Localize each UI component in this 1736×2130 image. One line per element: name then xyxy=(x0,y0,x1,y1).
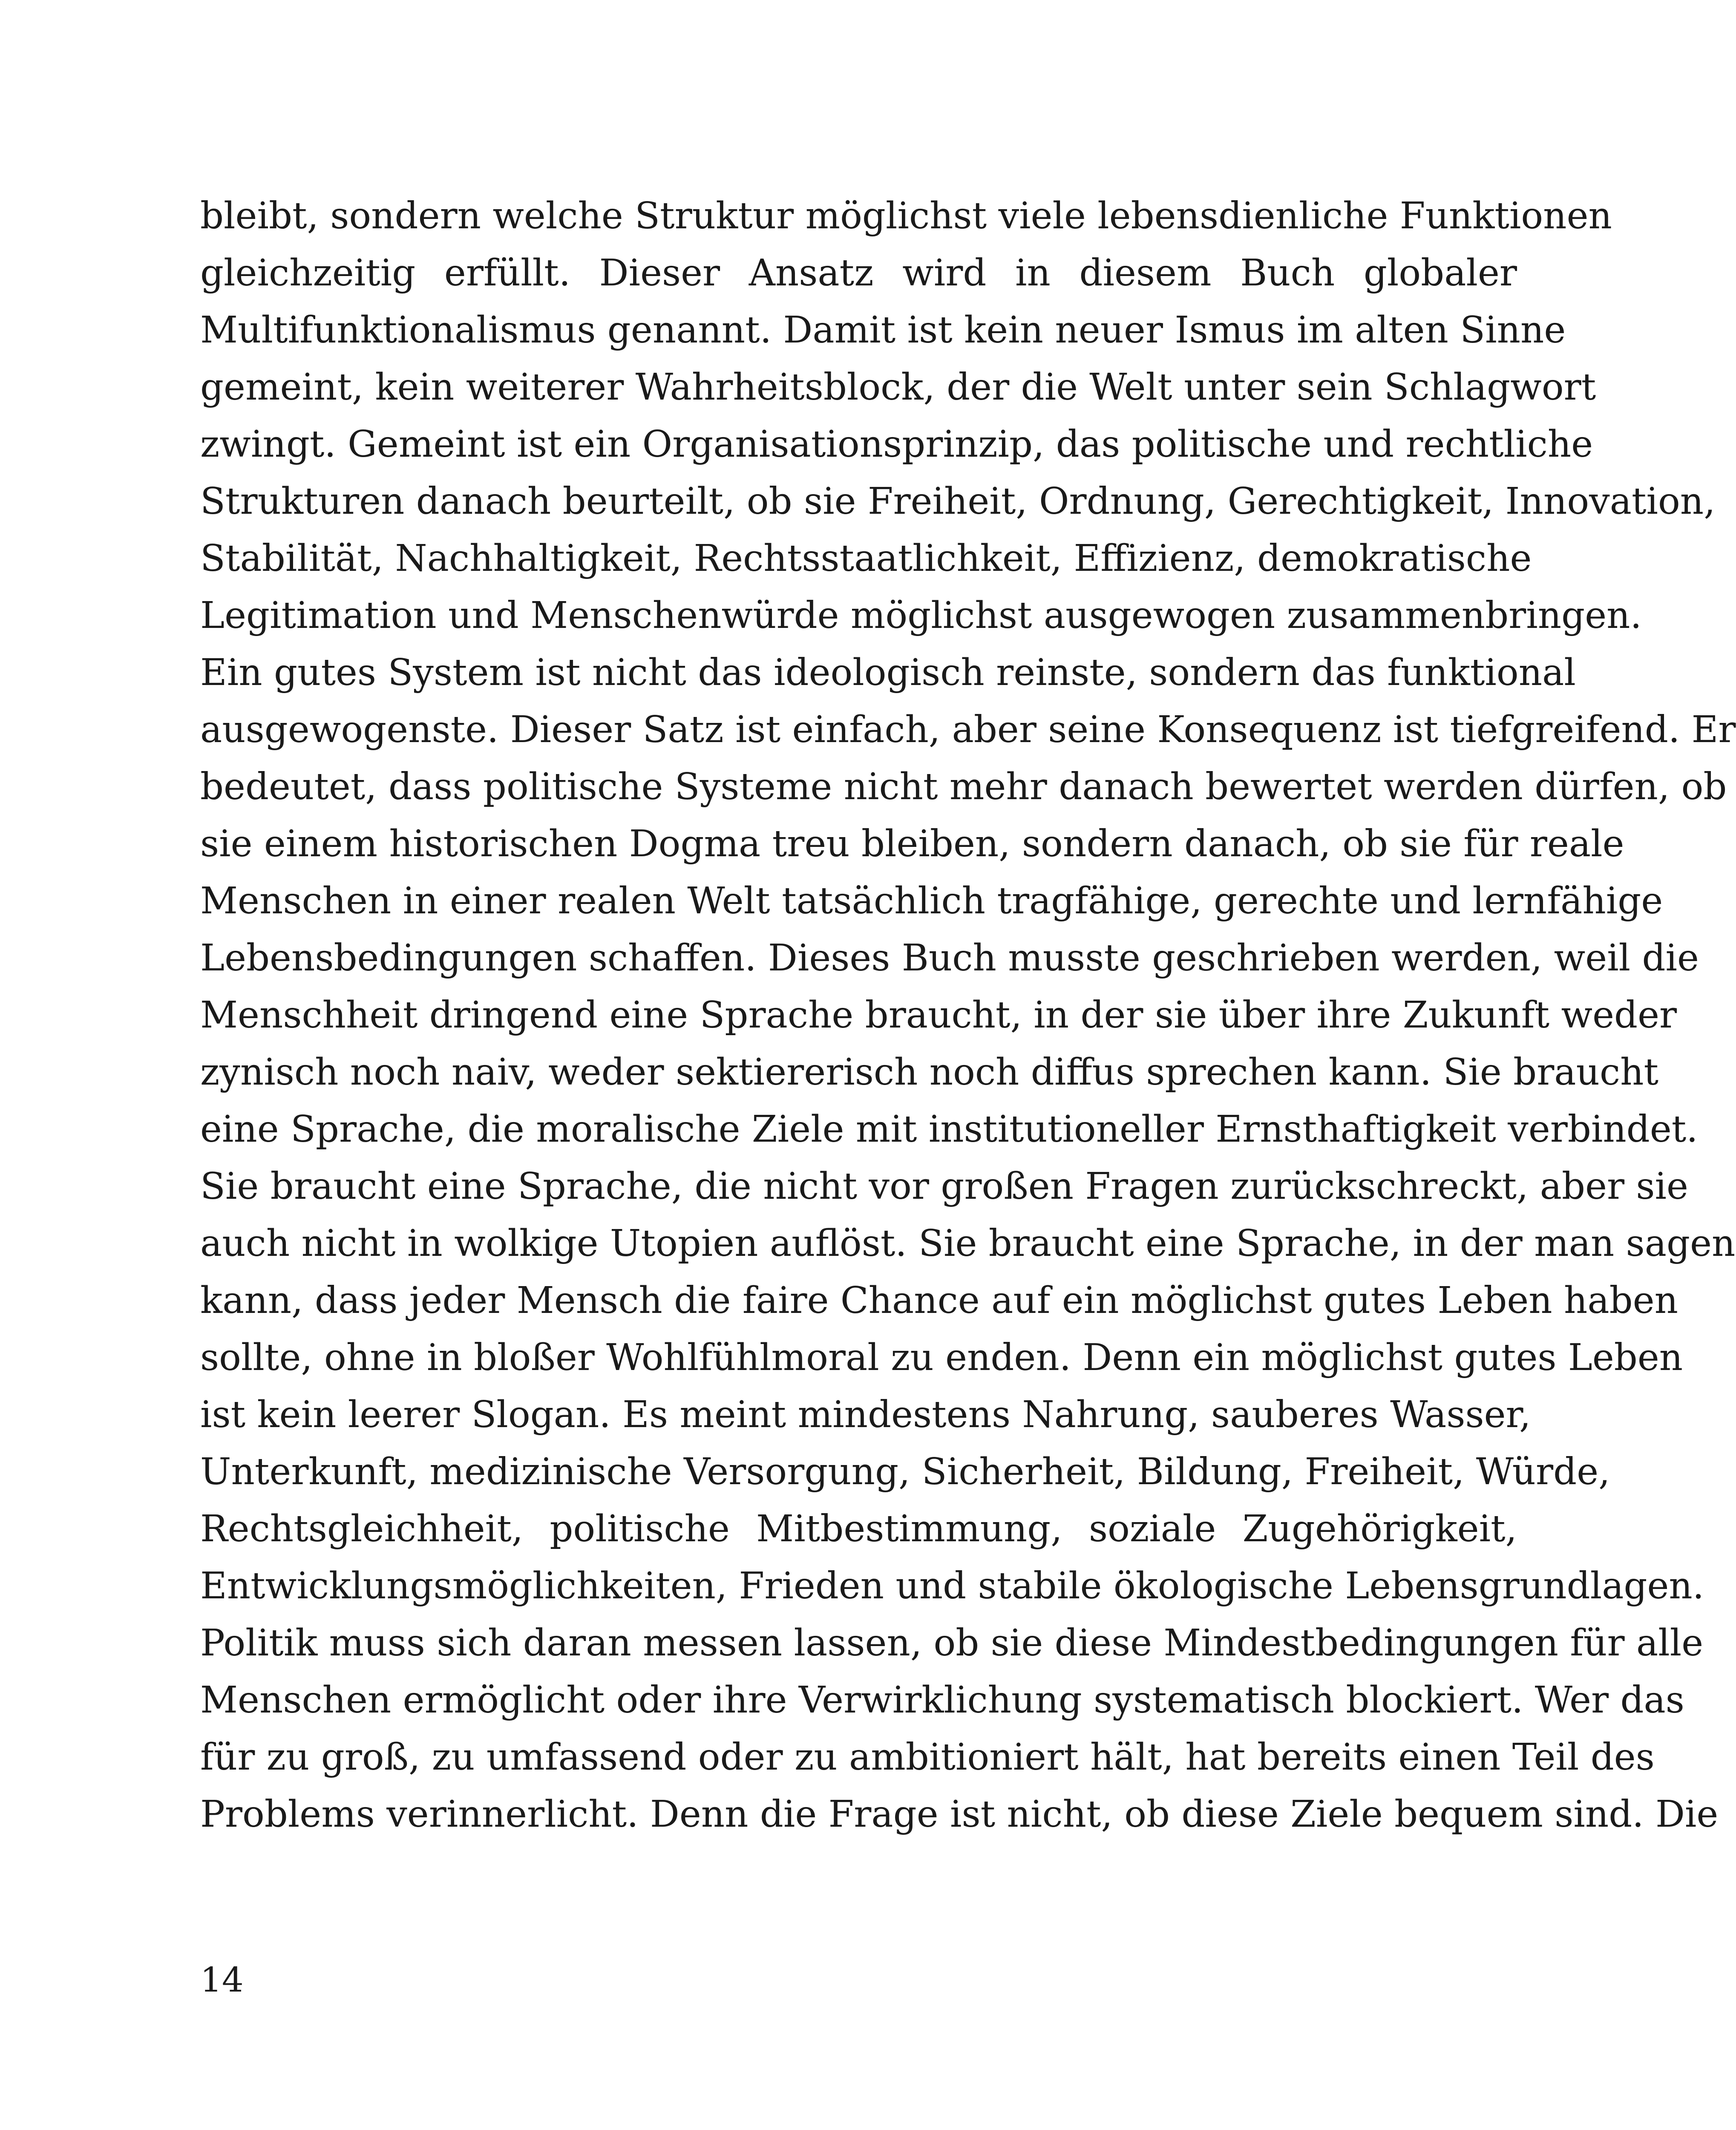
text-line: Rechtsgleichheit, politische Mitbestimmung, soziale Zugehörigkeit, xyxy=(200,1508,1517,1550)
text-line: Stabilität, Nachhaltigkeit, Rechtsstaatlichkeit, Effizienz, demokratische xyxy=(200,537,1532,580)
text-line: ist kein leerer Slogan. Es meint mindestens Nahrung, sauberes Wasser, xyxy=(200,1393,1531,1436)
text-line: Strukturen danach beurteilt, ob sie Freiheit, Ordnung, Gerechtigkeit, Innovation, xyxy=(200,480,1716,523)
text-line: Multifunktionalismus genannt. Damit ist kein neuer Ismus im alten Sinne xyxy=(200,309,1566,351)
text-line: zynisch noch naiv, weder sektiererisch noch diffus sprechen kann. Sie braucht xyxy=(200,1051,1659,1094)
text-line: Menschen in einer realen Welt tatsächlich tragfähige, gerechte und lernfähige xyxy=(200,880,1663,922)
text-line: für zu groß, zu umfassend oder zu ambitioniert hält, hat bereits einen Teil des xyxy=(200,1736,1655,1779)
text-line: eine Sprache, die moralische Ziele mit institutioneller Ernsthaftigkeit verbindet. xyxy=(200,1108,1698,1151)
text-line: Entwicklungsmöglichkeiten, Frieden und stabile ökologische Lebensgrundlagen. xyxy=(200,1565,1704,1607)
text-line: Menschheit dringend eine Sprache braucht, in der sie über ihre Zukunft weder xyxy=(200,994,1677,1036)
text-line: bleibt, sondern welche Struktur möglichst viele lebensdienliche Funktionen xyxy=(200,195,1612,237)
text-line: Politik muss sich daran messen lassen, ob sie diese Mindestbedingungen für alle xyxy=(200,1622,1704,1664)
text-line: Problems verinnerlicht. Denn die Frage ist nicht, ob diese Ziele bequem sind. Die xyxy=(200,1793,1719,1836)
text-line: Sie braucht eine Sprache, die nicht vor großen Fragen zurückschreckt, aber sie xyxy=(200,1165,1688,1208)
text-line: sollte, ohne in bloßer Wohlfühlmoral zu enden. Denn ein möglichst gutes Leben xyxy=(200,1336,1683,1379)
text-line: zwingt. Gemeint ist ein Organisationsprinzip, das politische und rechtliche xyxy=(200,423,1593,466)
text-line: ausgewogenste. Dieser Satz ist einfach, aber seine Konsequenz ist tiefgreifend. Er xyxy=(200,708,1736,751)
page-number: 14 xyxy=(200,1960,244,2000)
text-line: Lebensbedingungen schaffen. Dieses Buch musste geschrieben werden, weil die xyxy=(200,937,1699,979)
text-line: Legitimation und Menschenwürde möglichst ausgewogen zusammenbringen. xyxy=(200,594,1642,637)
text-line: gleichzeitig erfüllt. Dieser Ansatz wird in diesem Buch globaler xyxy=(200,252,1517,294)
text-line: gemeint, kein weiterer Wahrheitsblock, der die Welt unter sein Schlagwort xyxy=(200,366,1596,409)
text-line: sie einem historischen Dogma treu bleiben, sondern danach, ob sie für reale xyxy=(200,823,1624,865)
text-line: auch nicht in wolkige Utopien auflöst. Sie braucht eine Sprache, in der man sagen xyxy=(200,1222,1736,1265)
text-line: bedeutet, dass politische Systeme nicht mehr danach bewertet werden dürfen, ob xyxy=(200,766,1727,808)
text-line: kann, dass jeder Mensch die faire Chance auf ein möglichst gutes Leben haben xyxy=(200,1279,1678,1322)
body-paragraph xyxy=(200,187,1736,1843)
text-line: Unterkunft, medizinische Versorgung, Sicherheit, Bildung, Freiheit, Würde, xyxy=(200,1451,1610,1493)
text-line: Menschen ermöglicht oder ihre Verwirklichung systematisch blockiert. Wer das xyxy=(200,1679,1684,1721)
text-line: Ein gutes System ist nicht das ideologisch reinste, sondern das funktional xyxy=(200,651,1576,694)
